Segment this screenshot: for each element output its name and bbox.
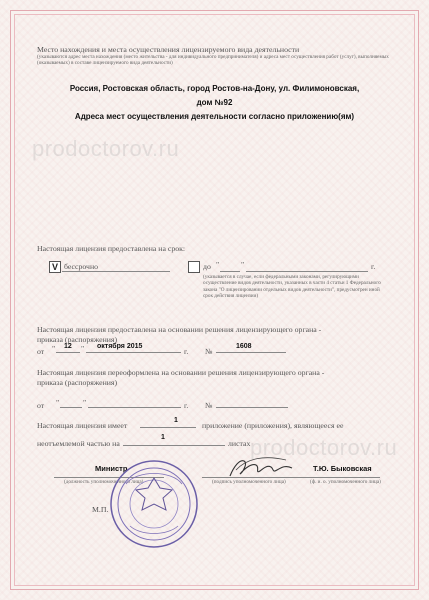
term-note: (указывается в случае, если федеральными законами, регулирующими осуществление видов деятельности, указанных в части 4 статьи 1 Федерального закона "О лицензировании отдельных видов деятельности", предусмотрен иной срок действия лицензии) [203,274,381,299]
page-border [10,10,419,590]
location-note: (указываются адрес места нахождения (место жительства - для индивидуального предпринимателя) и адреса мест осуществления работ (услуг), выполняемых (оказываемых) в составе лицензируемого вида деятельности) [37,54,389,67]
basis-text-line-1: Настоящая лицензия предоставлена на основании решения лицензирующего органа - [37,325,322,334]
position-note: (должность уполномоченного лица) [64,479,144,485]
name-note: (ф. и. о. уполномоченного лица) [310,479,381,485]
until-year-suffix: г. [371,262,376,271]
reissue-text-line-1: Настоящая лицензия переоформлена на основании решения лицензирующего органа - [37,368,325,377]
position-title: Министр [95,464,128,473]
unlimited-underline [62,271,170,272]
reissue-quote-open: " [56,398,60,407]
reissue-from-label: от [37,401,45,410]
address-line-2: дом №92 [196,98,233,107]
until-checkbox[interactable] [188,261,200,273]
basis-from-label: от [37,347,45,356]
until-day-line [220,271,240,272]
license-page: Место нахождения и места осуществления лицензируемого вида деятельности (указываются адрес места нахождения (место жительства - для индивидуального предпринимателя) и адреса мест осуществления работ (услуг), выполняемых (оказываемых) в составе лицензируемого вида деятельности) Россия, Ростовская область, город Ростов-на-Дону, ул. Филимоновская, дом №92 Адреса мест осуществления деятельности согласно приложению(ям) prodoctorov.ru Настоящая лицензия предоставлена на срок: V бессрочно до " " г. (указывается в случае, если федеральными законами, регулирующими осуществление видов деятельности, указанных в части 4 статьи 1 Федерального закона "О лицензировании отдельных видов деятельности", предусмотрен иной срок действия лицензии) Настоящая лицензия предоставлена на основании решения лицензирующего органа - приказа (распоряжения) от " 12 " октября 2015 г. № 1608 Настоящая лицензия переоформлена на основании решения лицензирующего органа - приказа (распоряжения) от " " г. № Настоящая лицензия имеет 1 приложение (приложения), являющееся ее неотъемлемой частью на 1 листах prodoctorov.ru Министр (должность уполномоченного лица) (подпись уполномоченного лица) Т.Ю. Быковская (ф. и. о. уполномоченного лица) М.П. [0,0,429,600]
official-seal-icon [108,458,200,550]
reissue-number-label: № [205,401,213,410]
basis-text-line-2: приказа (распоряжения) [37,335,118,344]
appendix-sheets-line [123,445,225,446]
appendix-text-prefix-2: неотъемлемой частью на [37,439,120,448]
appendix-text-middle: приложение (приложения), являющееся ее [202,421,344,430]
appendix-sheets: 1 [161,434,165,441]
basis-year-suffix: г. [184,347,189,356]
basis-number-line [216,352,286,353]
basis-number: 1608 [236,343,252,350]
appendix-count: 1 [174,417,178,424]
until-date-line [246,271,368,272]
unlimited-checkbox[interactable]: V [49,261,61,273]
basis-month: октября 2015 [97,343,143,350]
reissue-day-line [60,407,82,408]
until-quote-close: " [241,260,245,269]
signer-name: Т.Ю. Быковская [313,464,372,473]
name-line [300,477,380,478]
address-line-3: Адреса мест осуществления деятельности согласно приложению(ям) [74,112,355,121]
location-label-text: Место нахождения и места осуществления лицензируемого вида деятельности [37,45,300,54]
watermark-bottom: prodoctorov.ru [250,435,398,460]
basis-day: 12 [64,343,72,350]
reissue-year-suffix: г. [184,401,189,410]
reissue-quote-close: " [83,398,87,407]
reissue-number-line [216,407,288,408]
basis-day-line [56,352,80,353]
unlimited-label: бессрочно [64,262,99,271]
basis-number-label: № [205,347,213,356]
reissue-month-line [88,407,181,408]
basis-month-line [86,352,181,353]
signature-note: (подпись уполномоченного лица) [212,479,286,485]
signature-line [202,477,312,478]
reissue-text-line-2: приказа (распоряжения) [37,378,118,387]
appendix-count-line [140,427,196,428]
mp-label: М.П. [92,505,109,514]
address-line-1: Россия, Ростовская область, город Ростов-на-Дону, ул. Филимоновская, [69,84,360,93]
until-prefix: до [203,262,211,271]
appendix-sheets-label: листах [228,439,251,448]
watermark-top: prodoctorov.ru [32,136,180,161]
location-label [37,45,392,54]
appendix-text-prefix: Настоящая лицензия имеет [37,421,128,430]
term-label: Настоящая лицензия предоставлена на срок: [37,244,186,253]
until-quote-open: " [216,260,220,269]
